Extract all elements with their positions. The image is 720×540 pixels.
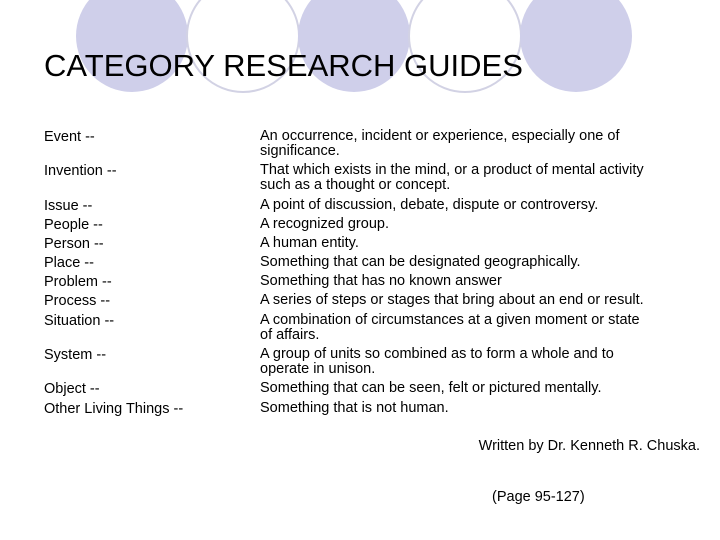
- term-label: Invention --: [44, 163, 117, 179]
- page-reference: (Page 95-127): [492, 489, 585, 505]
- definition-text: A point of discussion, debate, dispute or controversy.: [260, 197, 599, 213]
- definition-text: A recognized group.: [260, 216, 389, 232]
- definition-text: A human entity.: [260, 235, 359, 251]
- term-label: Other Living Things --: [44, 401, 184, 417]
- definition-text: A group of units so combined as to form a whole and to operate in unison.: [260, 346, 614, 377]
- definition-text: A combination of circumstances at a given moment or state of affairs.: [260, 312, 640, 343]
- term-label: People --: [44, 217, 103, 233]
- term-label: Event --: [44, 129, 95, 145]
- term-label: System --: [44, 347, 107, 363]
- definition-text: Something that is not human.: [260, 400, 449, 416]
- definition-text: A series of steps or stages that bring about an end or result.: [260, 292, 644, 308]
- definition-text: Something that can be seen, felt or pictured mentally.: [260, 380, 602, 396]
- definition-text: An occurrence, incident or experience, especially one of significance.: [260, 128, 620, 159]
- definition-text: Something that can be designated geographically.: [260, 254, 581, 270]
- term-label: Process --: [44, 293, 111, 309]
- definition-text: That which exists in the mind, or a product of mental activity such as a thought or concept.: [260, 162, 644, 193]
- term-label: Situation --: [44, 313, 115, 329]
- definition-text: Something that has no known answer: [260, 273, 502, 289]
- term-label: Person --: [44, 236, 104, 252]
- term-label: Place --: [44, 255, 94, 271]
- term-label: Issue --: [44, 198, 93, 214]
- page-title: CATEGORY RESEARCH GUIDES: [44, 48, 523, 83]
- term-label: Object --: [44, 381, 100, 397]
- term-label: Problem --: [44, 274, 112, 290]
- author-credit: Written by Dr. Kenneth R. Chuska.: [478, 438, 700, 454]
